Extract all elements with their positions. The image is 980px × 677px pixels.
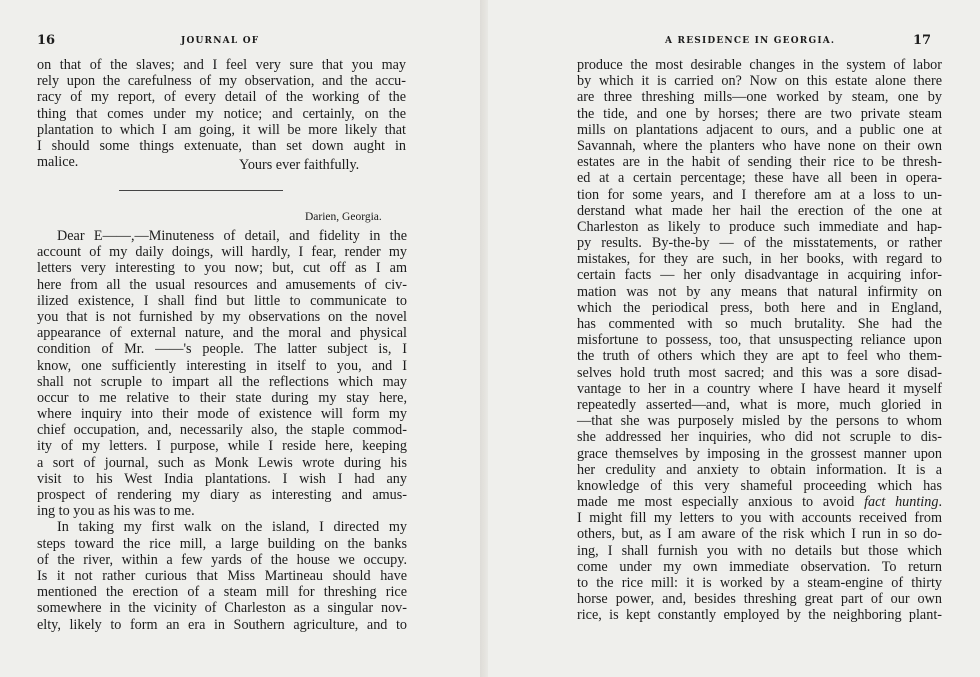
- text-line: by which it is carried on? Now on this estate alone there: [577, 73, 942, 90]
- text-line: here from all the usual resources and amusements of civ-: [37, 276, 407, 293]
- text-line: has commented with so much brutality. She had the: [577, 316, 942, 332]
- text-line: produce the most desirable changes in the system of labor: [577, 57, 942, 73]
- text-line: somewhere in the vicinity of Charleston as a singular nov-: [37, 600, 407, 617]
- text-line: ing, I shall furnish you with no details but those which: [577, 542, 942, 559]
- letter-body: [37, 228, 407, 633]
- right-body: [577, 57, 942, 624]
- text-line: In taking my first walk on the island, I directed my: [57, 519, 407, 536]
- text-line: are three threshing mills—one worked by steam, one by: [577, 89, 942, 106]
- text-line: steps toward the rice mill, a large building on the banks: [37, 535, 407, 552]
- text-line: where inquiry into their mode of existence will form my: [37, 406, 407, 423]
- text-line: elty, likely to form an era in Southern agriculture, and to: [37, 616, 407, 633]
- text-line: plantation to which I am going, it will be more likely that: [37, 121, 406, 138]
- text-line: a sort of journal, such as Monk Lewis wrote during his: [37, 454, 407, 471]
- text-line: malice.: [37, 154, 79, 171]
- text-line: racy of my report, of every detail of the working of the: [37, 89, 406, 106]
- text-line: misfortune to possess, too, that unsuspecting reliance upon: [577, 332, 942, 349]
- text-line: mentioned the erection of a steam mill for threshing rice: [37, 584, 407, 601]
- text-line: come under my own immediate observation. To return: [577, 558, 942, 575]
- text-line: tion for some years, and I therefore am at a loss to un-: [577, 186, 942, 203]
- text-line: derstand what made her hail the erection of the one at: [577, 202, 942, 219]
- text-line: horse power, and, besides threshing great part of our own: [577, 591, 942, 608]
- text-line: certain facts — her only disadvantage in acquiring infor-: [577, 267, 942, 284]
- text-line: vantage to her in a country where I have heard it myself: [577, 380, 942, 397]
- text-line: prospect of rendering my diary as interesting and amus-: [37, 487, 407, 503]
- text-line: selves hold truth most sacred; and this was a sore disad-: [577, 364, 942, 381]
- text-line: repeatedly asserted—and, what is more, much gloried in: [577, 396, 942, 413]
- text-line: to the rice mill: it is worked by a steam-engine of thirty: [577, 575, 942, 591]
- closing-paragraph: [37, 57, 406, 170]
- text-line: ing to you as his was to me.: [37, 503, 195, 520]
- text-line: rely upon the carefulness of my observation, and the accu-: [37, 73, 406, 90]
- text-line: thing that comes under my notice; and certainly, on the: [37, 105, 406, 122]
- left-page: [0, 0, 480, 677]
- text-line: the tide, and one by horses; there are two private steam: [577, 105, 942, 122]
- text-line: ilized existence, I shall find but little to communicate to: [37, 292, 407, 309]
- left-running-head: JOURNAL OF: [181, 36, 260, 46]
- text-line: mation was not by any means that natural infirmity on: [577, 283, 942, 300]
- text-line: —that she was purposely misled by the persons to whom: [577, 413, 942, 430]
- book-gutter: [480, 0, 488, 677]
- text-line: ed at a certain percentage; these have all been in opera-: [577, 170, 942, 187]
- text-line: which the periodical press, both here and in England,: [577, 299, 942, 316]
- text-line: chief occupation, and, necessarily also, the staple commod-: [37, 422, 407, 439]
- text-line: I might fill my letters to you with accounts received from: [577, 510, 942, 527]
- right-page: [488, 0, 980, 677]
- text-line: the truth of others which they are apt to feel who them-: [577, 348, 942, 365]
- text-line: know, one sufficiently interesting in itself to you, and I: [37, 357, 407, 374]
- text-line: visit to his West India plantations. I wish I had any: [37, 470, 407, 487]
- text-line: py results. By-the-by — of the misstatements, or rather: [577, 235, 942, 252]
- text-line: others, but, as I am aware of the risk which I run in so do-: [577, 526, 942, 543]
- text-line: you that is not furnished by my observations on the novel: [37, 308, 407, 325]
- text-line: condition of Mr. ——'s people. The latter subject is, I: [37, 341, 407, 358]
- text-line: made me most especially anxious to avoid fact hunting.: [577, 494, 942, 511]
- text-line: Savannah, where the planters who have none on their own: [577, 137, 942, 154]
- signature: Yours ever faithfully.: [239, 157, 360, 173]
- text-line: her credulity and anxiety to obtain information. It is a: [577, 461, 942, 478]
- text-line: on that of the slaves; and I feel very sure that you may: [37, 57, 406, 73]
- text-line: ity of my letters. I purpose, while I reside here, keeping: [37, 438, 407, 455]
- text-line: occur to me relative to their state during my stay here,: [37, 389, 407, 406]
- text-line: I should some things extenuate, than set down aught in: [37, 137, 406, 154]
- right-page-number: 17: [913, 33, 932, 48]
- text-line: mistakes, for they are such, in her books, with regard to: [577, 251, 942, 268]
- text-line: letters very interesting to you now; but, cut off as I am: [37, 260, 407, 277]
- text-line: Charleston as likely to produce such immediate and hap-: [577, 218, 942, 235]
- text-line: Is it not rather curious that Miss Martineau should have: [37, 567, 407, 584]
- dateline-place: Darien, Georgia.: [305, 211, 382, 223]
- text-line: account of my daily doings, will hardly, I fear, render my: [37, 244, 407, 261]
- text-line: she addressed her inquiries, who did not scruple to dis-: [577, 429, 942, 446]
- text-line: knowledge of this very shameful proceeding which has: [577, 477, 942, 494]
- text-line: grace themselves by imposing in the grossest manner upon: [577, 445, 942, 462]
- right-running-head: A RESIDENCE IN GEORGIA.: [665, 36, 836, 46]
- left-page-number: 16: [37, 33, 56, 48]
- text-line: shall not scruple to impart all the reflections which may: [37, 373, 407, 390]
- text-line: mills on plantations adjacent to ours, and a public one at: [577, 121, 942, 138]
- text-line: Dear E——,—Minuteness of detail, and fidelity in the: [57, 228, 407, 244]
- text-line: of the river, within a few yards of the house we occupy.: [37, 551, 407, 568]
- text-line: rice, is kept constantly employed by the neighboring plant-: [577, 607, 942, 624]
- text-line: appearance of external nature, and the moral and physical: [37, 325, 407, 342]
- section-divider: [119, 190, 283, 191]
- text-line: estates are in the habit of sending their rice to be thresh-: [577, 154, 942, 171]
